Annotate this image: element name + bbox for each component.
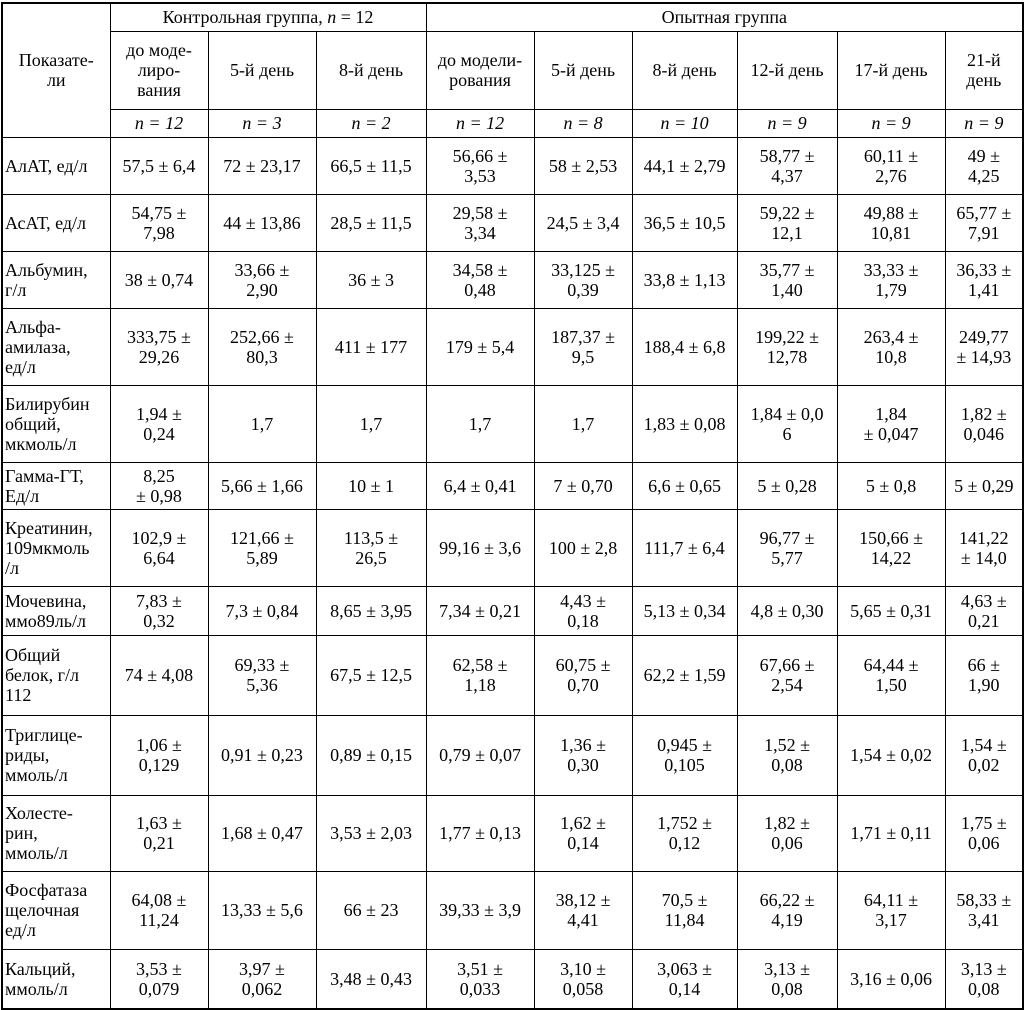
value-cell: 58,33 ± 3,41 [945,871,1023,949]
value-cell: 3,51 ± 0,033 [426,949,534,1009]
value-cell: 64,44 ± 1,50 [837,635,945,715]
value-cell: 0,89 ± 0,15 [316,715,426,795]
value-cell: 102,9 ± 6,64 [110,509,208,586]
value-cell: 29,58 ± 3,34 [426,194,534,251]
column-header: 21-й день [945,31,1023,109]
value-cell: 70,5 ± 11,84 [632,871,737,949]
value-cell: 33,33 ± 1,79 [837,251,945,308]
row-label: Триглице- риды, ммоль/л [2,715,110,795]
table-row [2,509,1023,586]
row-label: Альфа- амилаза, ед/л [2,308,110,385]
value-cell: 411 ± 177 [316,308,426,385]
value-cell: 187,37 ± 9,5 [534,308,632,385]
value-cell: 0,91 ± 0,23 [208,715,316,795]
value-cell: 64,11 ± 3,17 [837,871,945,949]
value-cell: 64,08 ± 11,24 [110,871,208,949]
value-cell: 8,25 ± 0,98 [110,462,208,509]
value-cell: 35,77 ± 1,40 [737,251,837,308]
value-cell: 1,82 ± 0,06 [737,795,837,871]
value-cell: 49,88 ± 10,81 [837,194,945,251]
value-cell: 1,7 [426,385,534,462]
sample-size-cell: n = 12 [110,109,208,137]
column-header: 8-й день [316,31,426,109]
sample-size-cell: n = 9 [737,109,837,137]
table-row [2,586,1023,635]
value-cell: 1,7 [534,385,632,462]
value-cell: 1,83 ± 0,08 [632,385,737,462]
value-cell: 4,8 ± 0,30 [737,586,837,635]
table-row [2,795,1023,871]
table-row [2,385,1023,462]
value-cell: 0,79 ± 0,07 [426,715,534,795]
value-cell: 1,06 ± 0,129 [110,715,208,795]
value-cell: 5,66 ± 1,66 [208,462,316,509]
value-cell: 249,77 ± 14,93 [945,308,1023,385]
value-cell: 3,10 ± 0,058 [534,949,632,1009]
value-cell: 60,75 ± 0,70 [534,635,632,715]
value-cell: 36,5 ± 10,5 [632,194,737,251]
sample-size-cell: n = 10 [632,109,737,137]
value-cell: 3,13 ± 0,08 [737,949,837,1009]
value-cell: 5 ± 0,29 [945,462,1023,509]
value-cell: 65,77 ± 7,91 [945,194,1023,251]
value-cell: 121,66 ± 5,89 [208,509,316,586]
sample-size-cell: n = 3 [208,109,316,137]
value-cell: 3,063 ± 0,14 [632,949,737,1009]
value-cell: 33,125 ± 0,39 [534,251,632,308]
value-cell: 28,5 ± 11,5 [316,194,426,251]
table-row [2,194,1023,251]
value-cell: 263,4 ± 10,8 [837,308,945,385]
column-header: 5-й день [208,31,316,109]
value-cell: 54,75 ± 7,98 [110,194,208,251]
value-cell: 188,4 ± 6,8 [632,308,737,385]
experimental-group-header: Опытная группа [426,3,1023,31]
value-cell: 3,48 ± 0,43 [316,949,426,1009]
table-row [2,949,1023,1009]
column-header: 17-й день [837,31,945,109]
value-cell: 56,66 ± 3,53 [426,137,534,194]
value-cell: 38,12 ± 4,41 [534,871,632,949]
value-cell: 62,58 ± 1,18 [426,635,534,715]
value-cell: 6,6 ± 0,65 [632,462,737,509]
value-cell: 58,77 ± 4,37 [737,137,837,194]
value-cell: 179 ± 5,4 [426,308,534,385]
value-cell: 1,54 ± 0,02 [837,715,945,795]
value-cell: 141,22 ± 14,0 [945,509,1023,586]
value-cell: 38 ± 0,74 [110,251,208,308]
row-label: АлАТ, ед/л [2,137,110,194]
value-cell: 58 ± 2,53 [534,137,632,194]
value-cell: 49 ± 4,25 [945,137,1023,194]
row-label: Кальций, ммоль/л [2,949,110,1009]
value-cell: 74 ± 4,08 [110,635,208,715]
value-cell: 113,5 ± 26,5 [316,509,426,586]
value-cell: 13,33 ± 5,6 [208,871,316,949]
row-label: Альбумин, г/л [2,251,110,308]
table-row [2,137,1023,194]
value-cell: 252,66 ± 80,3 [208,308,316,385]
table-row [2,308,1023,385]
value-cell: 1,84 ± 0,0 6 [737,385,837,462]
sample-size-cell: n = 2 [316,109,426,137]
value-cell: 1,7 [208,385,316,462]
value-cell: 1,84 ± 0,047 [837,385,945,462]
value-cell: 36 ± 3 [316,251,426,308]
control-group-header: Контрольная группа, n = 12 [110,3,426,31]
row-label: Холесте- рин, ммоль/л [2,795,110,871]
table-row [2,871,1023,949]
sample-size-cell: n = 9 [945,109,1023,137]
value-cell: 57,5 ± 6,4 [110,137,208,194]
row-label: Гамма-ГТ, Ед/л [2,462,110,509]
sample-size-cell: n = 8 [534,109,632,137]
column-header: 12-й день [737,31,837,109]
value-cell: 1,752 ± 0,12 [632,795,737,871]
value-cell: 1,94 ± 0,24 [110,385,208,462]
row-label: Фосфатаза щелочная ед/л [2,871,110,949]
value-cell: 3,53 ± 2,03 [316,795,426,871]
value-cell: 7 ± 0,70 [534,462,632,509]
value-cell: 1,68 ± 0,47 [208,795,316,871]
value-cell: 66 ± 23 [316,871,426,949]
value-cell: 7,3 ± 0,84 [208,586,316,635]
value-cell: 5 ± 0,8 [837,462,945,509]
row-label: Мочевина, ммо89ль/л [2,586,110,635]
value-cell: 1,52 ± 0,08 [737,715,837,795]
value-cell: 7,83 ± 0,32 [110,586,208,635]
column-header: до моде- лиро- вания [110,31,208,109]
value-cell: 24,5 ± 3,4 [534,194,632,251]
value-cell: 72 ± 23,17 [208,137,316,194]
value-cell: 67,5 ± 12,5 [316,635,426,715]
value-cell: 3,97 ± 0,062 [208,949,316,1009]
value-cell: 44,1 ± 2,79 [632,137,737,194]
row-label: АсАТ, ед/л [2,194,110,251]
value-cell: 66,22 ± 4,19 [737,871,837,949]
value-cell: 10 ± 1 [316,462,426,509]
value-cell: 150,66 ± 14,22 [837,509,945,586]
value-cell: 6,4 ± 0,41 [426,462,534,509]
value-cell: 199,22 ± 12,78 [737,308,837,385]
table-row [2,715,1023,795]
table-row [2,462,1023,509]
table-row [2,635,1023,715]
value-cell: 69,33 ± 5,36 [208,635,316,715]
row-label: Креатинин, 109мкмоль /л [2,509,110,586]
value-cell: 60,11 ± 2,76 [837,137,945,194]
value-cell: 33,8 ± 1,13 [632,251,737,308]
indicator-header: Показате- ли [2,3,110,137]
value-cell: 1,75 ± 0,06 [945,795,1023,871]
value-cell: 333,75 ± 29,26 [110,308,208,385]
value-cell: 59,22 ± 12,1 [737,194,837,251]
value-cell: 96,77 ± 5,77 [737,509,837,586]
value-cell: 3,13 ± 0,08 [945,949,1023,1009]
sample-size-cell: n = 9 [837,109,945,137]
column-header: до модели- рования [426,31,534,109]
value-cell: 33,66 ± 2,90 [208,251,316,308]
sample-size-cell: n = 12 [426,109,534,137]
value-cell: 1,36 ± 0,30 [534,715,632,795]
value-cell: 0,945 ± 0,105 [632,715,737,795]
value-cell: 5 ± 0,28 [737,462,837,509]
value-cell: 67,66 ± 2,54 [737,635,837,715]
value-cell: 100 ± 2,8 [534,509,632,586]
value-cell: 44 ± 13,86 [208,194,316,251]
value-cell: 1,82 ± 0,046 [945,385,1023,462]
value-cell: 1,77 ± 0,13 [426,795,534,871]
column-header: 8-й день [632,31,737,109]
value-cell: 66 ± 1,90 [945,635,1023,715]
value-cell: 62,2 ± 1,59 [632,635,737,715]
column-header: 5-й день [534,31,632,109]
value-cell: 66,5 ± 11,5 [316,137,426,194]
value-cell: 4,43 ± 0,18 [534,586,632,635]
value-cell: 1,54 ± 0,02 [945,715,1023,795]
value-cell: 1,62 ± 0,14 [534,795,632,871]
value-cell: 34,58 ± 0,48 [426,251,534,308]
row-label: Общий белок, г/л 112 [2,635,110,715]
value-cell: 3,16 ± 0,06 [837,949,945,1009]
value-cell: 111,7 ± 6,4 [632,509,737,586]
row-label: Билирубин общий, мкмоль/л [2,385,110,462]
value-cell: 7,34 ± 0,21 [426,586,534,635]
biochemistry-table [1,2,1024,1010]
value-cell: 36,33 ± 1,41 [945,251,1023,308]
value-cell: 4,63 ± 0,21 [945,586,1023,635]
value-cell: 5,13 ± 0,34 [632,586,737,635]
value-cell: 1,71 ± 0,11 [837,795,945,871]
value-cell: 39,33 ± 3,9 [426,871,534,949]
value-cell: 3,53 ± 0,079 [110,949,208,1009]
value-cell: 1,7 [316,385,426,462]
value-cell: 99,16 ± 3,6 [426,509,534,586]
table-row [2,251,1023,308]
value-cell: 5,65 ± 0,31 [837,586,945,635]
value-cell: 8,65 ± 3,95 [316,586,426,635]
value-cell: 1,63 ± 0,21 [110,795,208,871]
